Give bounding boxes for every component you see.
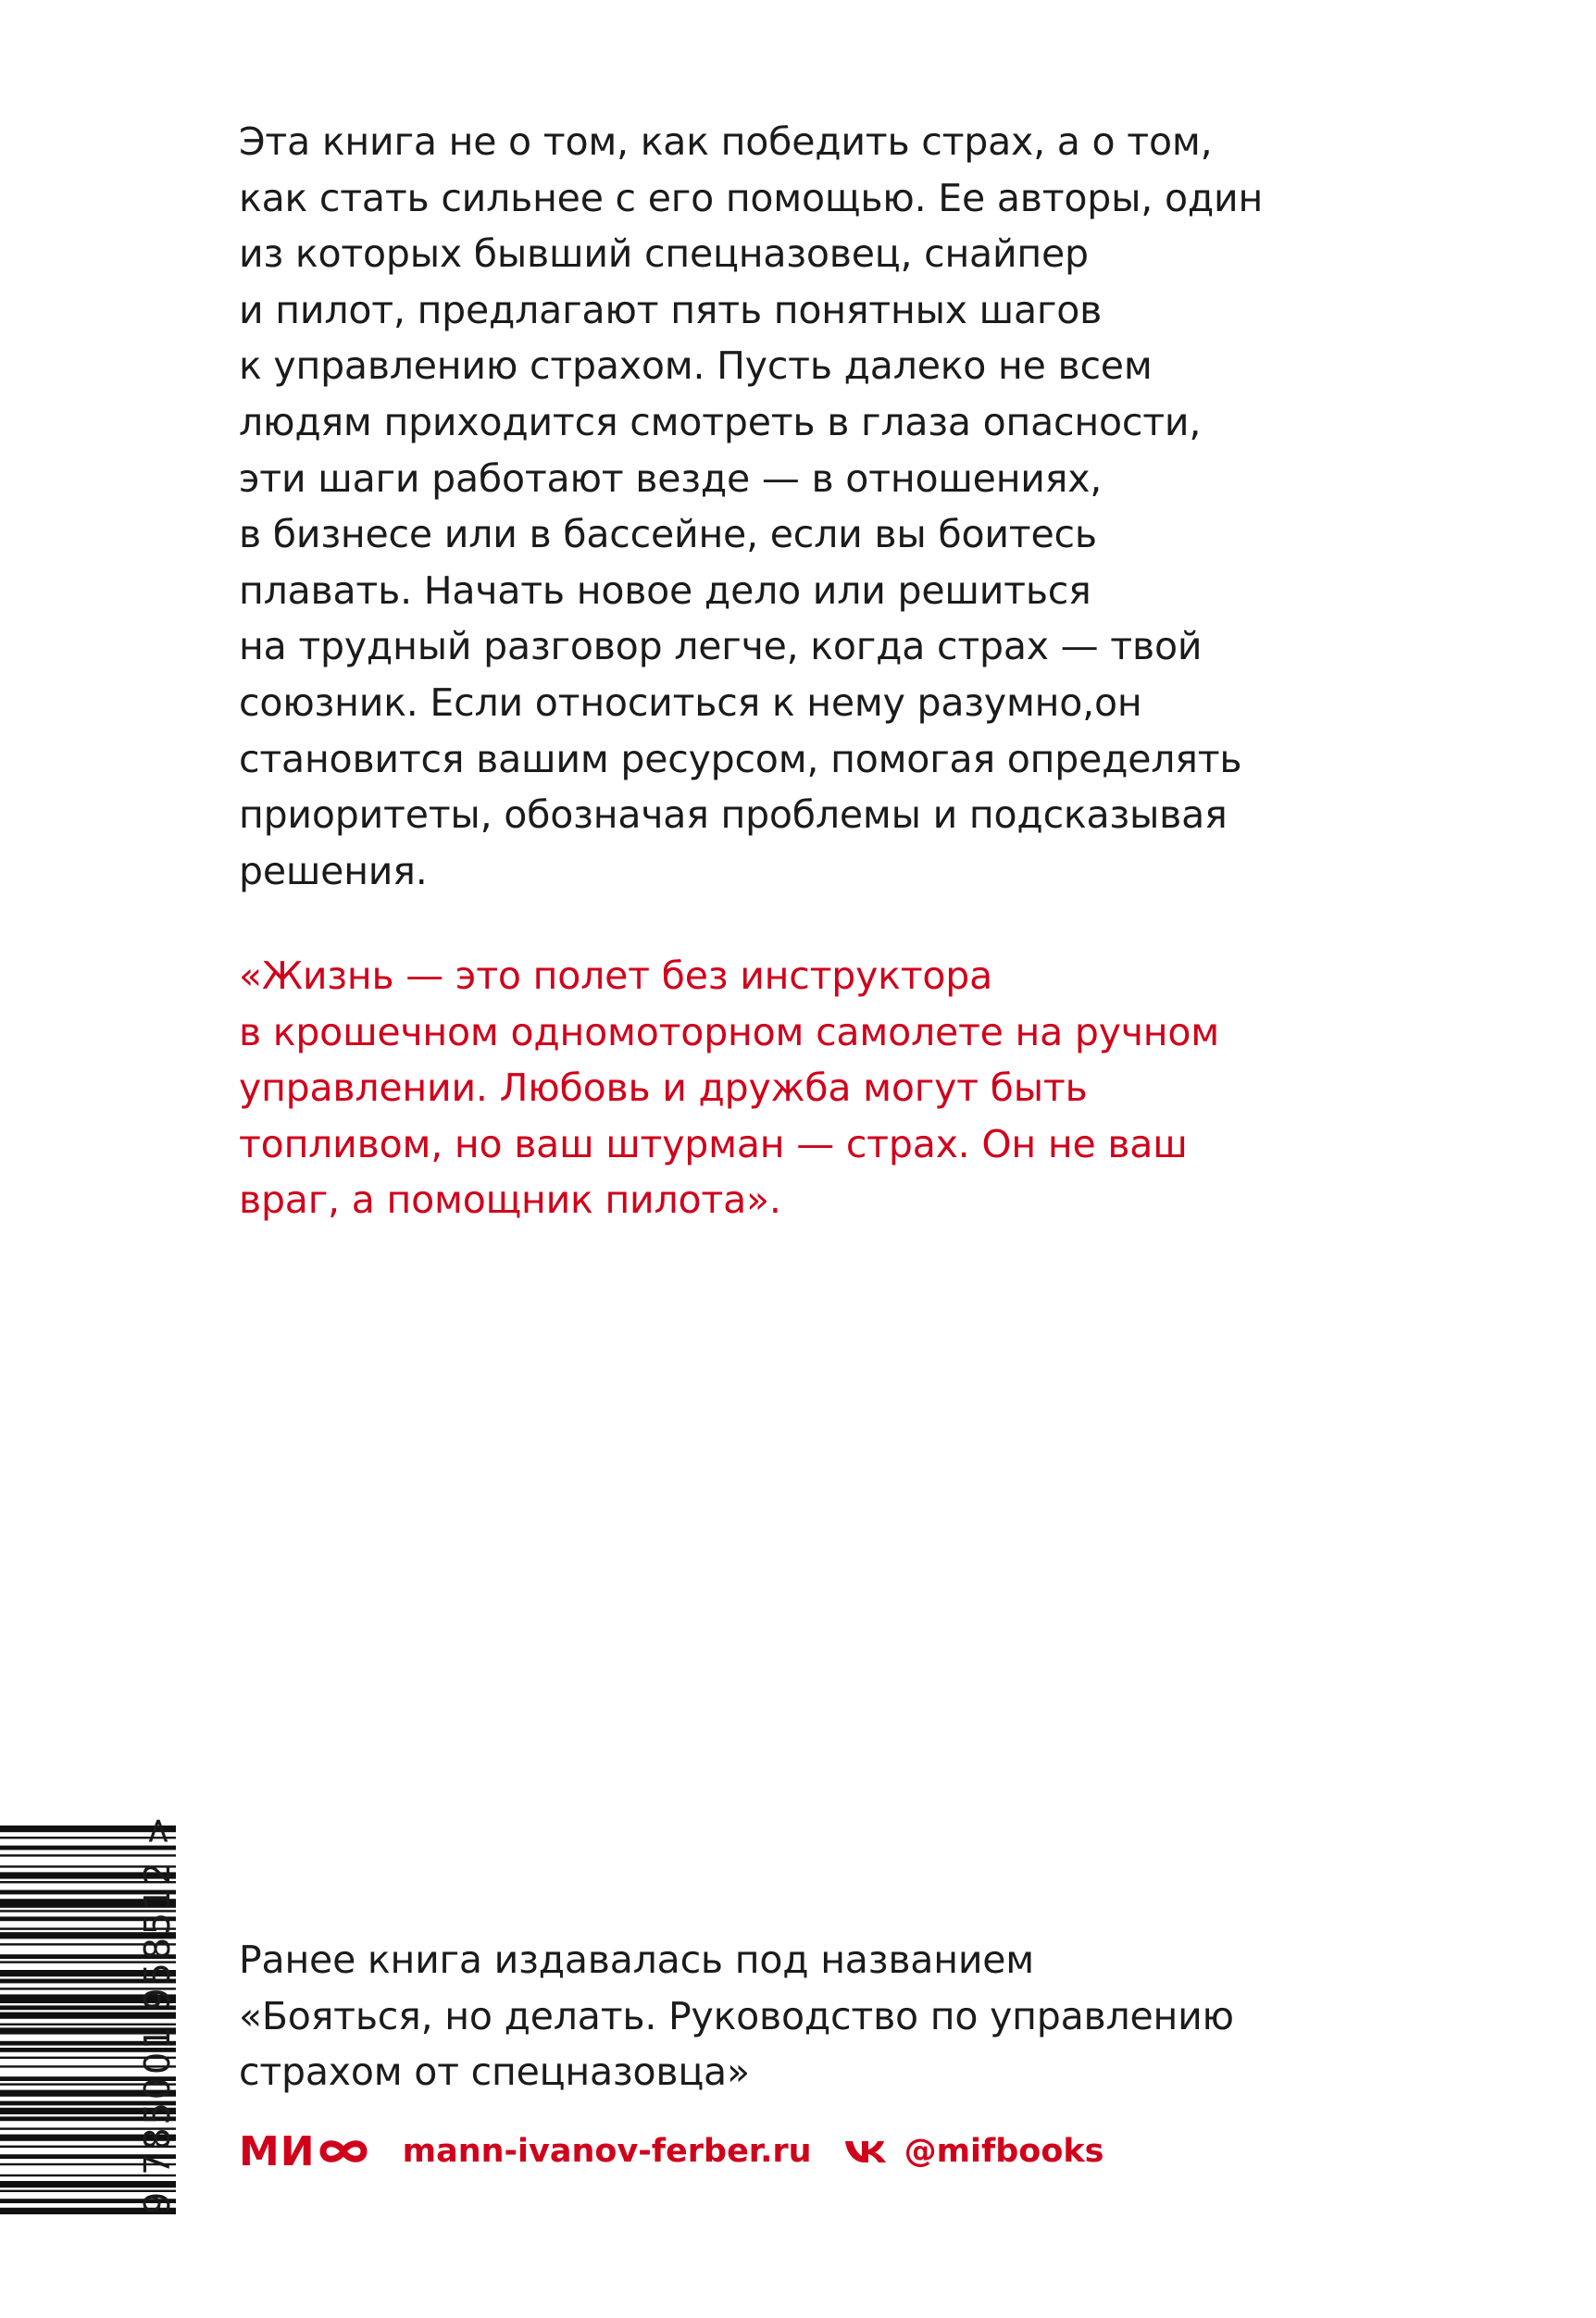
description-line: людям приходится смотреть в глаза опасности, xyxy=(239,399,1202,444)
description-line: и пилот, предлагают пять понятных шагов xyxy=(239,287,1103,332)
previous-title-line: страхом от спецназовца» xyxy=(239,2050,750,2095)
quote-line: в крошечном одномоторном самолете на ручном xyxy=(239,1009,1220,1054)
publisher-logo-letters: МИ xyxy=(239,2127,316,2175)
previous-title-line: Ранее книга издавалась под названием xyxy=(239,1938,1035,1982)
publisher-logo xyxy=(239,2128,369,2175)
quote-line: «Жизнь — это полет без инструктора xyxy=(239,953,993,998)
quote-line: враг, а помощник пилота». xyxy=(239,1178,781,1223)
book-description xyxy=(239,114,1263,899)
previous-title-line: «Бояться, но делать. Руководство по управлению xyxy=(239,1993,1234,2038)
description-line: как стать сильнее с его помощью. Ее авторы, один xyxy=(239,175,1264,220)
description-line: союзник. Если относиться к нему разумно,он xyxy=(239,679,1142,725)
description-line: решения. xyxy=(239,848,428,893)
previous-title-note xyxy=(239,1932,1234,2100)
description-line: на трудный разговор легче, когда страх — твой xyxy=(239,624,1203,669)
description-line: становится вашим ресурсом, помогая определять xyxy=(239,736,1242,781)
description-line: Эта книга не о том, как победить страх, а о том, xyxy=(239,119,1213,164)
description-line: приоритеты, обозначая проблемы и подсказывая xyxy=(239,792,1228,838)
description-line: в бизнесе или в бассейне, если вы боитесь xyxy=(239,512,1097,557)
description-line: из которых бывший спецназовец, снайпер xyxy=(239,231,1089,277)
quote-line: топливом, но ваш штурман — страх. Он не ваш xyxy=(239,1121,1188,1166)
social-handle-link[interactable]: @mifbooks xyxy=(904,2133,1104,2170)
isbn-digits: 9 785001 958512 > xyxy=(137,1813,178,2214)
infinity-icon xyxy=(318,2136,369,2167)
description-line: плавать. Начать новое дело или решиться xyxy=(239,567,1091,613)
description-line: эти шаги работают везде — в отношениях, xyxy=(239,455,1103,501)
publisher-website-link[interactable]: mann-ivanov-ferber.ru xyxy=(402,2133,812,2170)
quote-line: управлении. Любовь и дружба могут быть xyxy=(239,1066,1088,1111)
vk-icon[interactable] xyxy=(843,2137,888,2165)
description-line: к управлению страхом. Пусть далеко не всем xyxy=(239,343,1153,389)
publisher-footer xyxy=(239,2125,1104,2177)
pull-quote xyxy=(239,948,1219,1228)
